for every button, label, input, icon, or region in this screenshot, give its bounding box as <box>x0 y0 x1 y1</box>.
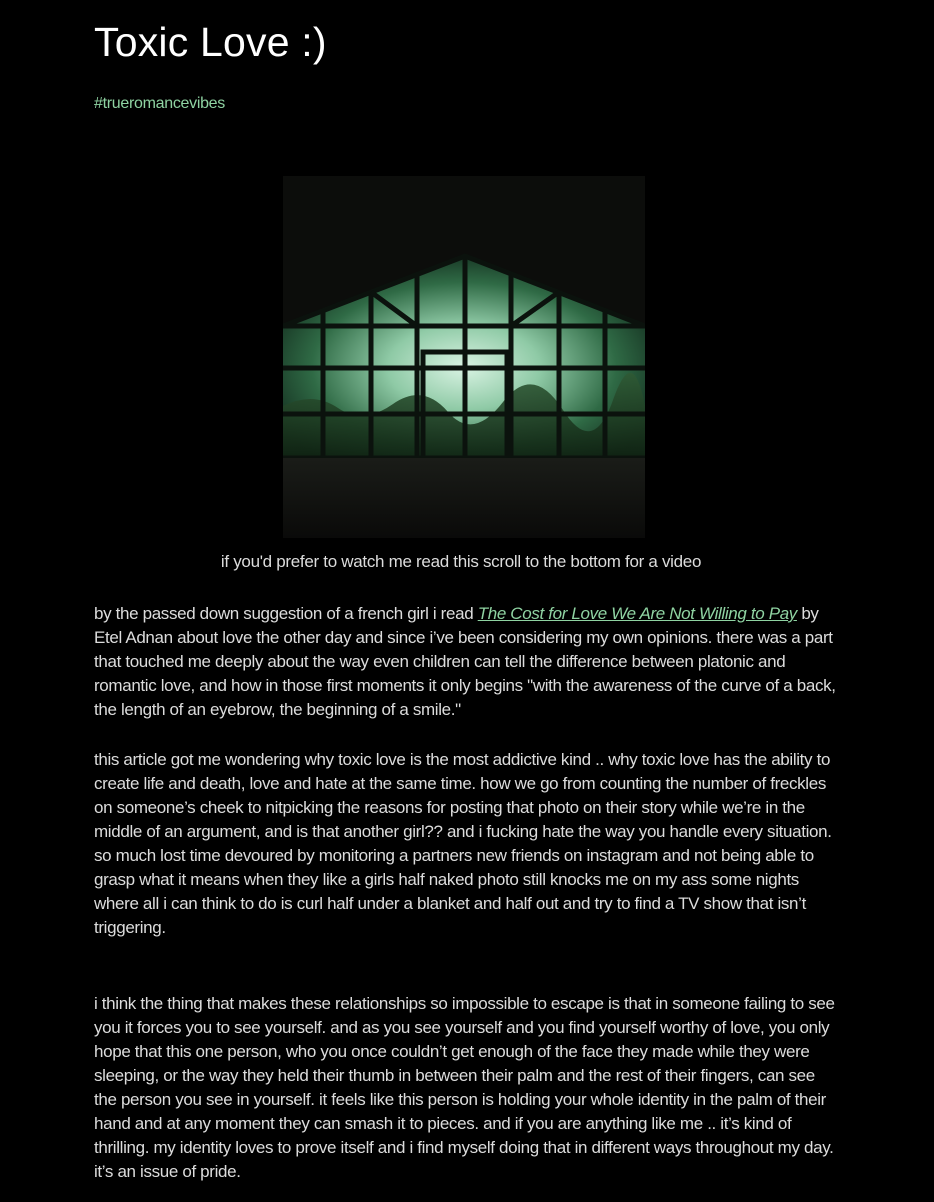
paragraph-intro <box>94 602 839 722</box>
hashtag-link[interactable]: #trueromancevibes <box>94 95 225 112</box>
greenhouse-image <box>283 176 645 538</box>
paragraph-intro-text-before: by the passed down suggestion of a french girl i read <box>94 604 478 623</box>
video-caption: if you'd prefer to watch me read this scroll to the bottom for a video <box>220 552 702 571</box>
paragraph-conclusion: i think the thing that makes these relationships so impossible to escape is that in someone failing to see you it forces you to see yourself. and as you see yourself and you find yourself worthy of love, you only hope that this one person, who you once couldn’t get enough of the face they made while they were sleeping, or the way they held their thumb in between their palm and the rest of their fingers, can see the person you see in yourself. it feels like this person is holding your whole identity in the palm of their hand and at any moment they can smash it to pieces. and if you are anything like me .. it’s kind of thrilling. my identity loves to prove itself and i find myself doing that in different ways throughout my day. it’s an issue of pride. <box>94 994 835 1181</box>
paragraph-intro-text-after: by Etel Adnan about love the other day and since i’ve been considering my own opinions. there was a part that touched me deeply about the way even children can tell the difference between platonic and romantic love, and how in those first moments it only begins "with the awareness of the curve of a back, the length of an eyebrow, the beginning of a smile." <box>94 604 836 719</box>
paragraph-body: this article got me wondering why toxic love is the most addictive kind .. why toxic love has the ability to create life and death, love and hate at the same time. how we go from counting the number of freckles on someone’s cheek to nitpicking the reasons for posting that photo on their story while we’re in the middle of an argument, and is that another girl?? and i fucking hate the way you handle every situation. so much lost time devoured by monitoring a partners new friends on instagram and not being able to grasp what it means when they like a girls half naked photo still knocks me on my ass some nights where all i can think to do is curl half under a blanket and half out and try to find a TV show that isn’t triggering. <box>94 750 832 937</box>
post-title: Toxic Love :) <box>94 19 327 65</box>
book-title-link[interactable]: The Cost for Love We Are Not Willing to Pay <box>477 604 797 623</box>
greenhouse-photo <box>283 176 645 538</box>
